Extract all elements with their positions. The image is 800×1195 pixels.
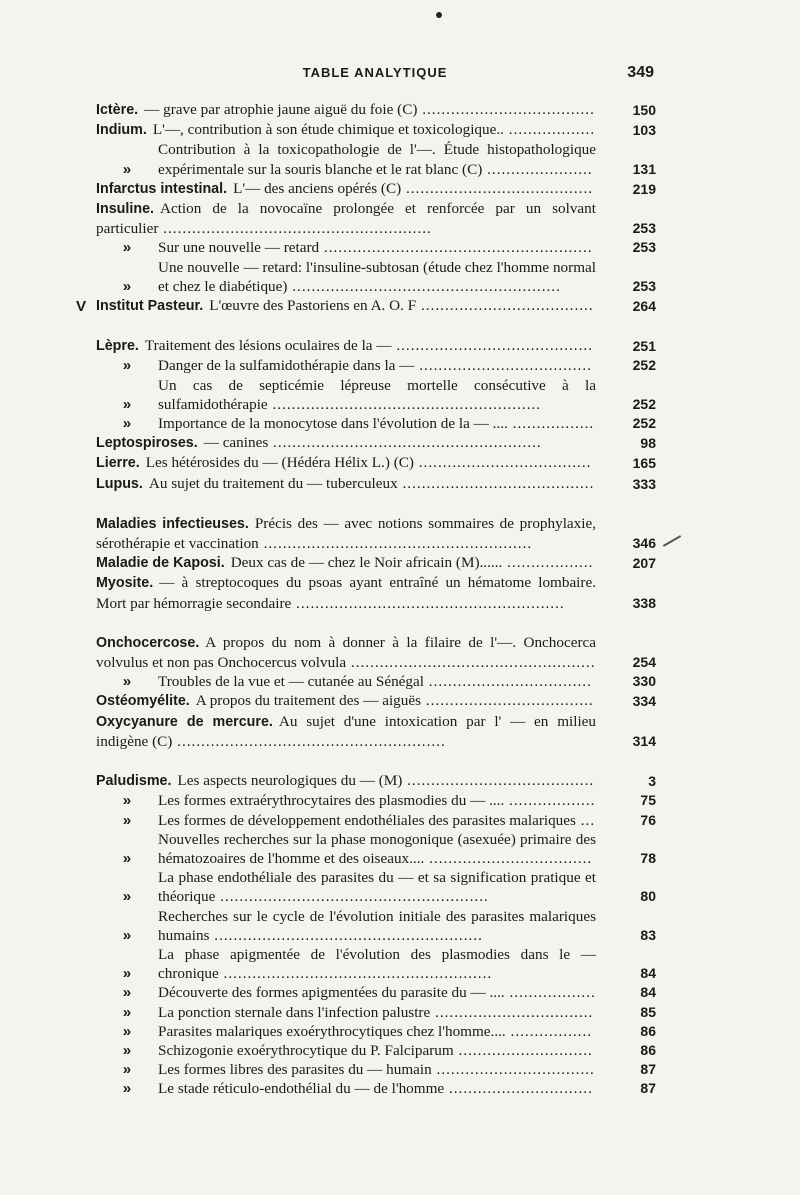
entry-text: Un cas de septicémie lépreuse mortelle consécutive à la sulfamidothérapie — [158, 376, 596, 413]
index-subentry — [96, 356, 656, 375]
entry-keyword: Maladie de Kaposi. — [96, 555, 225, 572]
leader-dots: ................................. — [430, 1003, 594, 1021]
entry-text: Nouvelles recherches sur la phase monogonique (asexuée) primaire des hématozoaires de l'homme et des oiseaux.... — [158, 830, 596, 867]
leader-dots: .................................. — [424, 849, 593, 867]
leader-dots: ............................ — [453, 1041, 593, 1059]
ink-dot — [436, 12, 442, 18]
index-subentry — [96, 376, 656, 414]
entry-keyword: Lupus. — [96, 475, 143, 492]
ditto-mark: » — [122, 811, 132, 829]
entry-page-number: 253 — [632, 220, 656, 237]
entry-page-number: 219 — [632, 180, 656, 197]
entry-text: A propos du traitement des — aiguës — [195, 692, 422, 710]
entry-keyword: Lierre. — [96, 455, 140, 472]
entry-text: Une nouvelle — retard: l'insuline-subtosan (étude chez l'homme normal et chez le diabétique) — [158, 258, 596, 295]
ditto-mark: » — [122, 415, 132, 433]
entry-page-number: 87 — [640, 1061, 656, 1078]
entry-text: Au sujet d'une intoxication par l' — en milieu indigène (C) — [96, 712, 596, 750]
entry-page-number: 346 — [632, 535, 656, 552]
index-subentry — [96, 672, 656, 691]
leader-dots: ................................................... — [346, 654, 596, 672]
leader-dots: ........................................................ — [319, 239, 593, 257]
index-subentry — [96, 983, 656, 1002]
entry-text: — grave par atrophie jaune aiguë du foie (C) — [144, 101, 418, 118]
entry-text: L'—, contribution à son étude chimique et toxicologique.. — [152, 121, 504, 139]
entry-keyword: Indium. — [96, 122, 147, 139]
leader-dots: ....................................... — [402, 772, 595, 790]
ditto-mark: » — [122, 1041, 132, 1059]
ditto-mark: » — [122, 888, 132, 906]
entry-page-number: 76 — [640, 811, 656, 828]
leader-dots: .................. — [502, 554, 594, 572]
ditto-mark: » — [122, 1003, 132, 1021]
entry-keyword: Oxycyanure de mercure. — [96, 713, 273, 730]
entry-page-number: 83 — [640, 926, 656, 943]
entry-keyword: Ictère. — [96, 102, 139, 118]
entry-keyword: Maladies infectieuses. — [96, 515, 249, 532]
entry-text: — canines — [203, 434, 269, 452]
entry-keyword: Institut Pasteur. — [96, 298, 204, 315]
ditto-mark: » — [122, 926, 132, 944]
leader-dots: ........................................................ — [287, 277, 561, 295]
leader-dots: .................. — [503, 121, 596, 139]
entry-keyword: Insuline. — [96, 201, 154, 218]
leader-dots: ...................... — [482, 160, 593, 178]
running-header-title: TABLE ANALYTIQUE — [302, 65, 448, 80]
entry-text: Les formes libres des parasites du — humain — [158, 1061, 432, 1079]
ditto-mark: » — [122, 160, 132, 178]
entry-page-number: 80 — [640, 888, 656, 905]
entry-page-number: 253 — [632, 239, 656, 256]
entry-keyword: Ostéomyélite. — [96, 693, 190, 710]
leader-dots: ........................................................ — [268, 434, 542, 452]
leader-dots: .................. — [504, 792, 596, 810]
index-subentry — [96, 907, 656, 945]
entry-text: La phase apigmentée de l'évolution des plasmodies dans le — chronique — [158, 945, 596, 983]
pencil-mark — [663, 535, 681, 547]
index-entry — [96, 336, 656, 356]
index-entry — [96, 771, 656, 791]
index-entry — [96, 199, 656, 238]
ditto-mark: » — [122, 965, 132, 983]
entry-text: Les formes extraérythrocytaires des plasmodies du — .... — [158, 792, 505, 810]
entry-page-number: 150 — [632, 102, 656, 118]
entry-page-number: 253 — [632, 277, 656, 294]
entry-text: Recherches sur le cycle de l'évolution initiale des parasites malariques humains — [158, 907, 596, 944]
leader-dots: ........................................................ — [267, 395, 542, 413]
index-entry — [96, 633, 656, 672]
leader-dots: ....................................... — [401, 179, 594, 197]
leader-dots: ................................... — [421, 692, 594, 710]
ditto-mark: » — [122, 1080, 132, 1098]
ditto-mark: » — [122, 395, 132, 413]
entry-page-number: 75 — [640, 792, 656, 809]
index-subentry — [96, 830, 656, 868]
entry-page-number: 254 — [632, 654, 656, 671]
entry-page-number: 131 — [632, 160, 656, 177]
entry-page-number: 165 — [632, 455, 656, 472]
leader-dots: .................................... — [417, 101, 595, 118]
entry-text: La ponction sternale dans l'infection palustre — [158, 1003, 431, 1021]
entry-text: Contribution à la toxicopathologie de l'—. Étude histopathologique expérimentale sur la souris blanche et le rat blanc (C) — [158, 141, 596, 178]
entry-keyword: Lèpre. — [96, 338, 139, 355]
entry-page-number: 252 — [632, 357, 656, 374]
index-entry — [96, 179, 656, 199]
leader-dots: .................. — [504, 984, 596, 1002]
index-entry — [96, 100, 656, 120]
leader-dots: ........................................................ — [215, 888, 489, 906]
index-entry — [96, 514, 656, 553]
index-subentry — [96, 140, 656, 178]
entry-text: Danger de la sulfamidothérapie dans la — — [158, 357, 415, 375]
leader-dots: ... — [575, 811, 596, 829]
entry-text: Action de la novocaïne prolongée et renforcée par un solvant particulier — [96, 200, 596, 238]
entry-keyword: Myosite. — [96, 575, 154, 592]
entry-page-number: 87 — [640, 1080, 656, 1097]
index-subentry — [96, 1041, 656, 1060]
leader-dots: ........................................................ — [218, 965, 493, 983]
index-entry — [96, 474, 656, 494]
entry-page-number: 207 — [632, 555, 656, 572]
entry-keyword: Paludisme. — [96, 773, 172, 790]
entry-page-number: 85 — [640, 1003, 656, 1020]
entry-text: La phase endothéliale des parasites du — et sa signification pratique et théorique — [158, 869, 596, 906]
leader-dots: .................................. — [423, 673, 592, 691]
entry-keyword: Infarctus intestinal. — [96, 180, 228, 197]
entry-page-number: 86 — [640, 1041, 656, 1058]
index-subentry — [96, 811, 656, 830]
index-entries — [76, 100, 656, 1099]
index-entry — [96, 453, 656, 473]
index-subentry — [96, 868, 656, 906]
index-subentry — [96, 1060, 656, 1079]
entry-text: Découverte des formes apigmentées du parasite du — .... — [158, 984, 505, 1002]
entry-page-number: 251 — [632, 338, 656, 355]
index-entry — [96, 573, 656, 612]
leader-dots: ........................................................ — [172, 732, 446, 750]
leader-dots: ................. — [505, 1022, 593, 1040]
entry-text: Deux cas de — chez le Noir africain (M)...... — [230, 554, 503, 572]
entry-keyword: Onchocercose. — [96, 634, 200, 651]
ditto-mark: » — [122, 673, 132, 691]
entry-text: Au sujet du traitement du — tuberculeux — [148, 474, 398, 492]
leader-dots: ......................................... — [391, 337, 593, 355]
entry-page-number: 98 — [640, 435, 656, 452]
leader-dots: ........................................................ — [258, 535, 533, 553]
entry-text: Les aspects neurologiques du — (M) — [177, 772, 403, 790]
section-gap — [96, 494, 656, 514]
ditto-mark: » — [122, 792, 132, 810]
leader-dots: ................. — [507, 415, 595, 433]
entry-page-number: 78 — [640, 849, 656, 866]
ditto-mark: » — [122, 357, 132, 375]
ditto-mark: » — [122, 849, 132, 867]
entry-page-number: 333 — [632, 475, 656, 492]
index-subentry — [96, 1003, 656, 1022]
section-gap — [96, 613, 656, 633]
entry-page-number: 103 — [632, 122, 656, 139]
section-gap — [96, 316, 656, 336]
index-entry — [96, 433, 656, 453]
leader-dots: ................................. — [431, 1061, 595, 1079]
entry-text: Traitement des lésions oculaires de la — — [144, 337, 392, 355]
entry-page-number: 252 — [632, 395, 656, 412]
entry-text: Parasites malariques exoérythrocytiques chez l'homme.... — [158, 1022, 506, 1040]
entry-text: Précis des — avec notions sommaires de prophylaxie, sérothérapie et vaccination — [96, 514, 596, 553]
index-subentry — [96, 414, 656, 433]
index-entry — [96, 691, 656, 711]
entry-text: Schizogonie exoérythrocytique du P. Falciparum — [158, 1041, 454, 1059]
index-subentry — [96, 238, 656, 257]
index-entry — [96, 553, 656, 573]
ditto-mark: » — [122, 277, 132, 295]
entry-text: Troubles de la vue et — cutanée au Sénégal — [158, 673, 424, 691]
leader-dots: .............................. — [444, 1080, 593, 1098]
page-number: 349 — [627, 64, 654, 81]
entry-page-number: 86 — [640, 1022, 656, 1039]
entry-page-number: 264 — [632, 298, 656, 315]
entry-page-number: 84 — [640, 984, 656, 1001]
leader-dots: ........................................................ — [158, 220, 432, 238]
entry-text: Les formes de développement endothéliales des parasites malariques — [158, 811, 576, 829]
ditto-mark: » — [122, 239, 132, 257]
index-entry — [96, 712, 656, 751]
ditto-mark: » — [122, 1022, 132, 1040]
leader-dots: ........................................ — [397, 474, 595, 492]
leader-dots: .................................... — [416, 297, 594, 315]
entry-page-number: 3 — [648, 773, 656, 790]
entry-page-number: 84 — [640, 965, 656, 982]
index-entry — [76, 296, 656, 316]
entry-page-number: 314 — [632, 732, 656, 749]
leader-dots: .................................... — [414, 357, 592, 375]
index-subentry — [96, 791, 656, 810]
entry-text: L'— des anciens opérés (C) — [233, 179, 402, 197]
index-subentry — [96, 945, 656, 983]
entry-text: Sur une nouvelle — retard — [158, 239, 320, 257]
entry-text: Les hétérosides du — (Hédéra Hélix L.) (C) — [145, 454, 414, 472]
entry-text: L'œuvre des Pastoriens en A. O. F — [209, 297, 417, 315]
index-subentry — [96, 258, 656, 296]
entry-text: Le stade réticulo-endothélial du — de l'homme — [158, 1080, 445, 1098]
index-subentry — [96, 1022, 656, 1041]
leader-dots: ........................................................ — [291, 594, 565, 612]
entry-text: — à streptocoques du psoas ayant entraîné un hématome lombaire. Mort par hémorragie secondaire — [96, 574, 596, 612]
check-mark: V — [76, 298, 87, 316]
section-gap — [96, 751, 656, 771]
entry-text: Importance de la monocytose dans l'évolution de la — .... — [158, 415, 508, 433]
ditto-mark: » — [122, 1061, 132, 1079]
ditto-mark: » — [122, 984, 132, 1002]
leader-dots: ........................................................ — [209, 926, 483, 944]
entry-keyword: Leptospiroses. — [96, 435, 198, 452]
entry-page-number: 330 — [632, 673, 656, 690]
index-subentry — [96, 1079, 656, 1098]
entry-page-number: 252 — [632, 415, 656, 432]
entry-page-number: 338 — [632, 594, 656, 611]
entry-page-number: 334 — [632, 693, 656, 710]
leader-dots: .................................... — [413, 454, 592, 472]
entry-text: A propos du nom à donner à la filaire de l'—. Onchocerca volvulus et non pas Onchocercus volvula — [96, 633, 596, 672]
index-entry — [96, 120, 656, 140]
